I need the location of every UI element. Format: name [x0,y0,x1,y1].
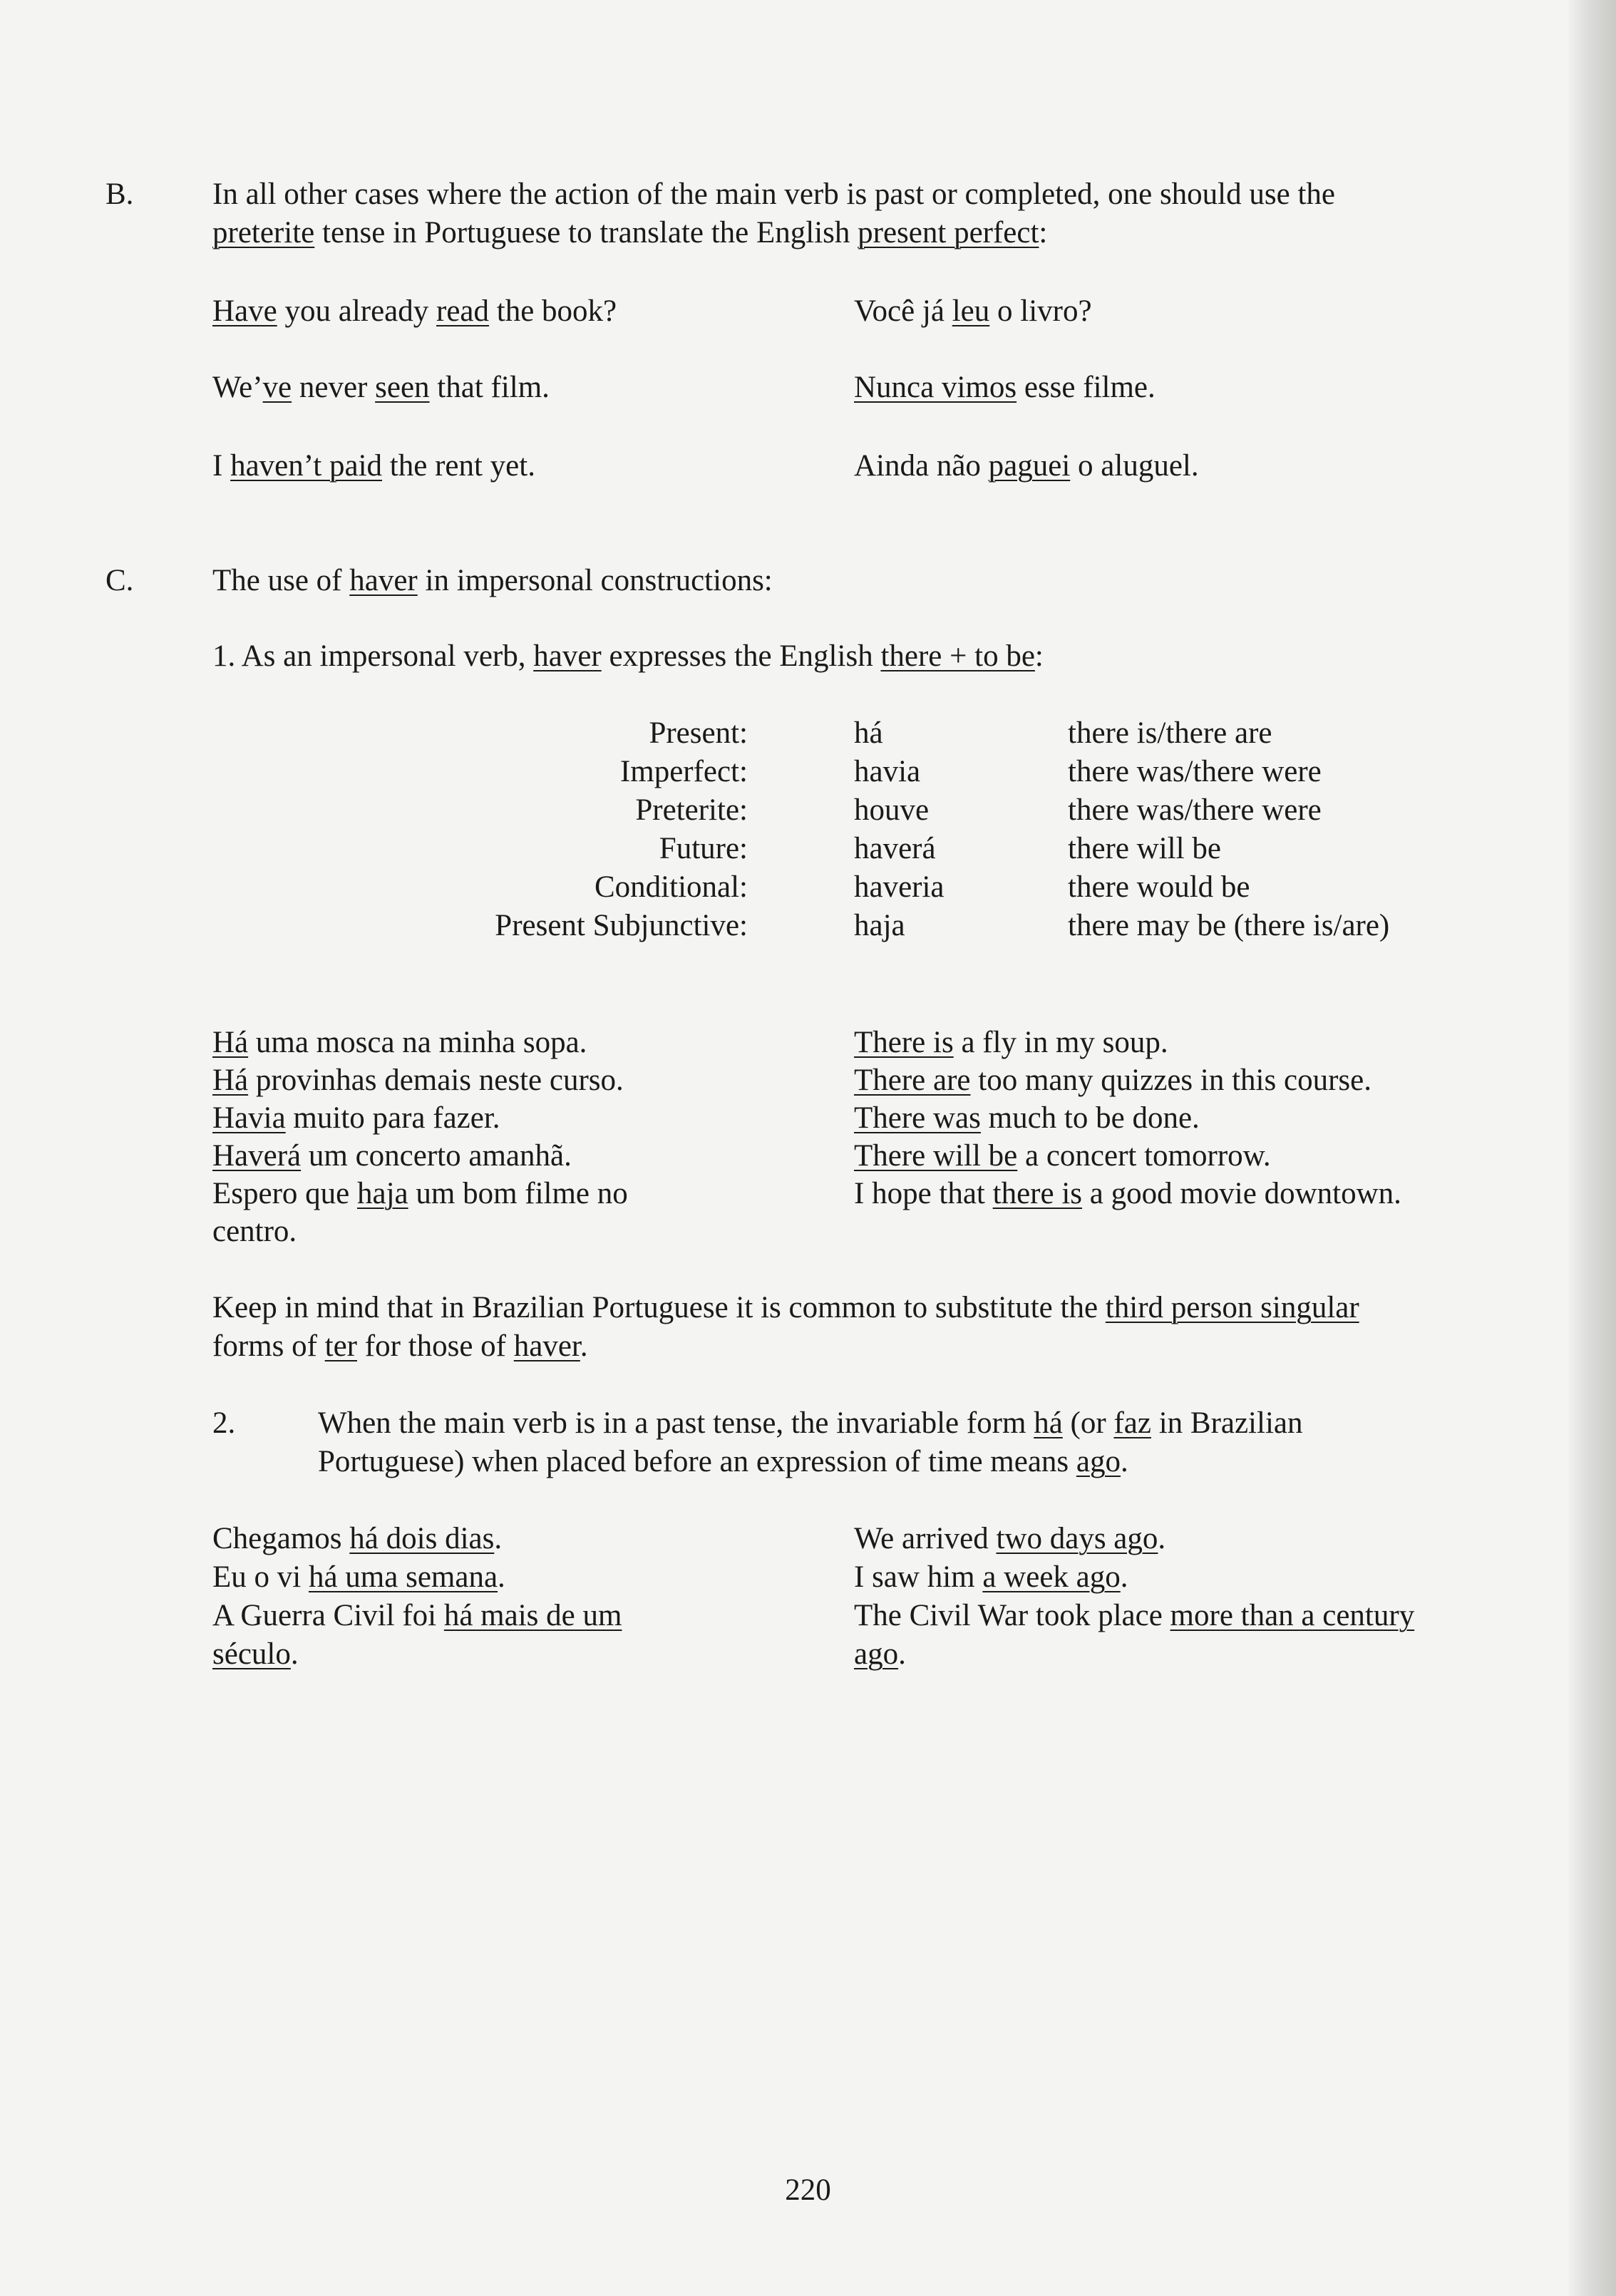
underlined-term: There are [854,1064,971,1097]
underlined-term: século [212,1637,291,1671]
term-ago: ago [1076,1445,1121,1478]
text-run: o aluguel. [1070,449,1199,483]
text-run: you already [277,294,437,328]
section-b-intro-line1 [212,175,1335,214]
text-run: . [494,1522,503,1555]
example-c-en [854,1137,1271,1175]
note-line2 [212,1327,588,1366]
text-run: much to be done. [980,1101,1200,1135]
point-2-number: 2. [212,1406,236,1440]
title-text: The use of [212,564,350,597]
tense-label: Conditional: [595,870,748,904]
text-run: We’ [212,371,263,404]
point-text: expresses the English [601,639,881,673]
text-run: the book? [489,294,617,328]
underlined-term: There will be [854,1139,1018,1173]
tense-form: houve [854,793,930,827]
point-2-line2 [318,1443,1128,1481]
intro-colon: : [1039,216,1048,249]
tense-meaning: there may be (there is/are) [1068,909,1390,942]
text-run: muito para fazer. [285,1101,500,1135]
underlined-term: leu [952,294,990,328]
section-b-letter: B. [105,177,134,211]
example-c-pt [212,1213,297,1251]
point-text: in Brazilian [1151,1406,1303,1440]
text-run: um concerto amanhã. [301,1139,572,1173]
underlined-term: a week ago [982,1560,1121,1594]
text-run: . [290,1637,299,1671]
underlined-term: there is [992,1177,1083,1210]
underlined-term: paguei [988,449,1071,483]
tense-meaning: there was/there were [1068,755,1322,788]
text-run: Você já [854,294,952,328]
text-run: I hope that [854,1177,993,1210]
term-faz: faz [1113,1406,1151,1440]
tense-form: há [854,716,883,750]
point-1 [212,637,1044,676]
example-b-en [212,447,535,485]
example-b-en [212,292,617,331]
text-run: Chegamos [212,1522,350,1555]
intro-text: tense in Portuguese to translate the English [314,216,858,249]
term-haver: haver [533,639,602,673]
text-run: provinhas demais neste curso. [248,1064,624,1097]
example-b-pt [854,369,1156,407]
text-run: o livro? [989,294,1092,328]
text-run: Ainda não [854,449,989,483]
text-run: I saw him [854,1560,983,1594]
title-text: in impersonal constructions: [417,564,773,597]
example-c-en [854,1024,1168,1062]
term-haver: haver [349,564,418,597]
text-run: We arrived [854,1522,997,1555]
underlined-term: more than a century [1170,1599,1415,1632]
text-run: a good movie downtown. [1082,1177,1401,1210]
term-present-perfect: present perfect [858,216,1039,249]
note-period: . [580,1329,588,1363]
example-ago-en [854,1558,1128,1597]
note-text: forms of [212,1329,325,1363]
note-text: Keep in mind that in Brazilian Portuguese it is common to substitute the [212,1291,1106,1324]
underlined-term: Havia [212,1101,286,1135]
underlined-term: seen [375,371,430,404]
tense-form: haveria [854,870,945,904]
section-b-intro-text: In all other cases where the action of the main verb is past or completed, one should use the [212,177,1335,211]
tense-label: Imperfect: [619,755,748,788]
example-b-pt [854,447,1199,485]
example-ago-en [854,1597,1414,1635]
text-run: . [498,1560,505,1594]
text-run: Eu o vi [212,1560,309,1594]
tense-form: haja [854,909,905,942]
tense-form: havia [854,755,921,788]
underlined-term: há uma semana [308,1560,498,1594]
note-line1 [212,1289,1359,1327]
term-third-person-singular: third person singular [1105,1291,1359,1324]
underlined-term: Haverá [212,1139,302,1173]
underlined-term: There is [854,1026,954,1059]
text-run: uma mosca na minha sopa. [248,1026,587,1059]
underlined-term: ve [262,371,292,404]
page-number: 220 [785,2173,831,2207]
term-ha: há [1034,1406,1063,1440]
example-c-pt [212,1099,500,1138]
example-c-pt [212,1175,628,1213]
underlined-term: Há [212,1064,249,1097]
example-c-en [854,1061,1371,1100]
underlined-term: Há [212,1026,249,1059]
underlined-term: haja [357,1177,408,1210]
text-run: a concert tomorrow. [1017,1139,1271,1173]
text-run: I [212,449,231,483]
underlined-term: há dois dias [349,1522,495,1555]
text-run: The Civil War took place [854,1599,1170,1632]
text-run: the rent yet. [382,449,535,483]
section-c-letter: C. [105,564,134,597]
text-run: . [1120,1560,1128,1594]
tense-meaning: there was/there were [1068,793,1322,827]
text-run: Espero que [212,1177,357,1210]
text-run: A Guerra Civil foi [212,1599,444,1632]
term-preterite: preterite [212,216,315,249]
underlined-term: There was [854,1101,981,1135]
point-text: 1. As an impersonal verb, [212,639,534,673]
example-c-en [854,1099,1200,1138]
example-c-en [854,1175,1401,1213]
section-c-title [212,562,773,600]
point-text: Portuguese) when placed before an expression of time means [318,1445,1076,1478]
text-run: . [898,1637,906,1671]
tense-meaning: there will be [1068,832,1221,865]
text-run: um bom filme no [408,1177,628,1210]
example-ago-en [854,1635,906,1674]
term-ter: ter [324,1329,357,1363]
text-run: that film. [429,371,550,404]
point-text: When the main verb is in a past tense, the invariable form [318,1406,1034,1440]
point-period: . [1121,1445,1128,1478]
example-b-en [212,369,550,407]
tense-meaning: there would be [1068,870,1250,904]
section-b-intro-line2 [212,214,1047,252]
example-ago-pt [212,1635,299,1674]
text-run: too many quizzes in this course. [970,1064,1371,1097]
underlined-term: há mais de um [443,1599,622,1632]
underlined-term: two days ago [996,1522,1158,1555]
point-text: (or [1062,1406,1114,1440]
example-c-pt [212,1137,572,1175]
underlined-term: read [436,294,490,328]
text-run: never [292,371,376,404]
note-text: for those of [357,1329,514,1363]
example-ago-pt [212,1558,505,1597]
text-run: a fly in my soup. [953,1026,1168,1059]
text-run: . [1158,1522,1166,1555]
point-colon: : [1034,639,1044,673]
example-ago-pt [212,1520,502,1558]
point-2-line1 [318,1404,1302,1443]
tense-label: Preterite: [635,793,748,827]
tense-label: Future: [659,832,748,865]
example-c-pt [212,1024,587,1062]
tense-form: haverá [854,832,936,865]
underlined-term: Nunca vimos [854,371,1017,404]
tense-meaning: there is/there are [1068,716,1272,750]
tense-label: Present: [649,716,748,750]
underlined-term: ago [854,1637,899,1671]
text-run: esse filme. [1017,371,1156,404]
example-ago-en [854,1520,1165,1558]
text-run: centro. [212,1215,297,1248]
example-c-pt [212,1061,624,1100]
term-there-to-be: there + to be [880,639,1035,673]
underlined-term: Have [212,294,277,328]
tense-label: Present Subjunctive: [495,909,748,942]
example-ago-pt [212,1597,622,1635]
underlined-term: haven’t paid [230,449,383,483]
example-b-pt [854,292,1092,331]
term-haver: haver [513,1329,580,1363]
